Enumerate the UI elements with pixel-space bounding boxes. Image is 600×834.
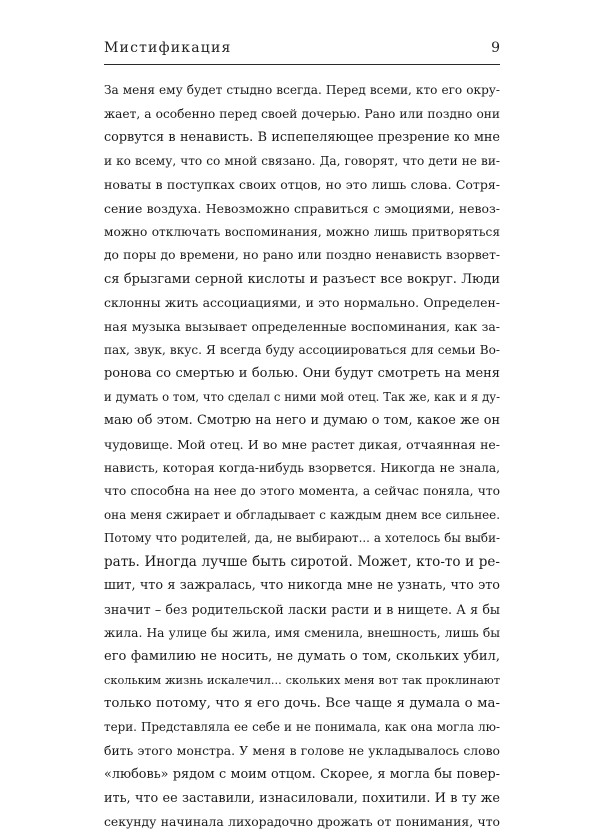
text-line: чудовище. Мой отец. И во мне растет дикая, отчаянная не- [104, 436, 500, 452]
text-line: За меня ему будет стыдно всегда. Перед всеми, кто его окру- [104, 83, 500, 97]
running-head [104, 40, 500, 64]
text-line: можно отключать воспоминания, можно лишь притворяться [104, 224, 500, 239]
text-line: пах, звук, вкус. Я всегда буду ассоциироваться для семьи Во- [104, 342, 500, 357]
text-line: что способна на нее до этого момента, а сейчас поняла, что [104, 484, 500, 499]
text-line: рать. Иногда лучше быть сиротой. Может, кто-то и ре- [104, 553, 500, 570]
text-line: только потому, что я его дочь. Все чаще я думала о ма- [104, 696, 500, 712]
text-line: «любовь» рядом с моим отцом. Скорее, я могла бы повер- [104, 767, 500, 783]
text-line: она меня сжирает и обгладывает с каждым днем все сильнее. [104, 507, 500, 522]
text-line: скольким жизнь искалечил... скольких меня вот так проклинают [104, 672, 500, 687]
text-line: ная музыка вызывает определенные воспоминания, как за- [104, 318, 500, 334]
text-line: бить этого монстра. У меня в голове не укладывалось слово [104, 743, 500, 758]
text-line: сение воздуха. Невозможно справиться с эмоциями, невоз- [104, 200, 500, 216]
text-line: ронова со смертью и болью. Они будут смотреть на меня [104, 366, 500, 382]
text-line: жила. На улице бы жила, имя сменила, внешность, лишь бы [104, 625, 500, 640]
text-line: значит – без родительской ласки расти и в нищете. А я бы [104, 602, 500, 618]
text-line: Потому что родителей, да, не выбирают... а хотелось бы выби- [104, 531, 500, 546]
text-line: шит, что я зажралась, что никогда мне не узнать, что это [104, 578, 500, 594]
text-line: его фамилию не носить, не думать о том, скольких убил, [104, 649, 500, 665]
text-line: ить, что ее заставили, изнасиловали, похитили. И в ту же [104, 790, 500, 806]
text-line: маю об этом. Смотрю на него и думаю о том, какое же он [104, 413, 500, 429]
text-line: нависть, которая когда-нибудь взорвется. Никогда не знала, [104, 460, 500, 475]
text-line: и ко всему, что со мной связано. Да, говорят, что дети не ви- [104, 153, 500, 168]
text-line: новаты в поступках своих отцов, но это лишь слова. Сотря- [104, 177, 500, 193]
text-line: секунду начинала лихорадочно дрожать от понимания, что [104, 814, 500, 830]
text-line: ся брызгами серной кислоты и разъест все вокруг. Люди [104, 271, 500, 287]
text-line: жает, а особенно перед своей дочерью. Рано или поздно они [104, 106, 500, 121]
text-line: сорвутся в ненависть. В испепеляющее презрение ко мне [104, 130, 500, 146]
running-title: Мистификация [104, 40, 232, 56]
text-line: до поры до времени, но рано или поздно ненависть взорвет- [104, 248, 500, 263]
page-number: 9 [491, 40, 500, 56]
text-line: тери. Представляла ее себе и не понимала, как она могла лю- [104, 720, 500, 735]
body-text [104, 79, 500, 834]
text-line: склонны жить ассоциациями, и это нормально. Определен- [104, 295, 500, 311]
text-line: и думать о том, что сделал с ними мой отец. Так же, как и я ду- [104, 389, 500, 404]
header-rule [104, 64, 500, 65]
